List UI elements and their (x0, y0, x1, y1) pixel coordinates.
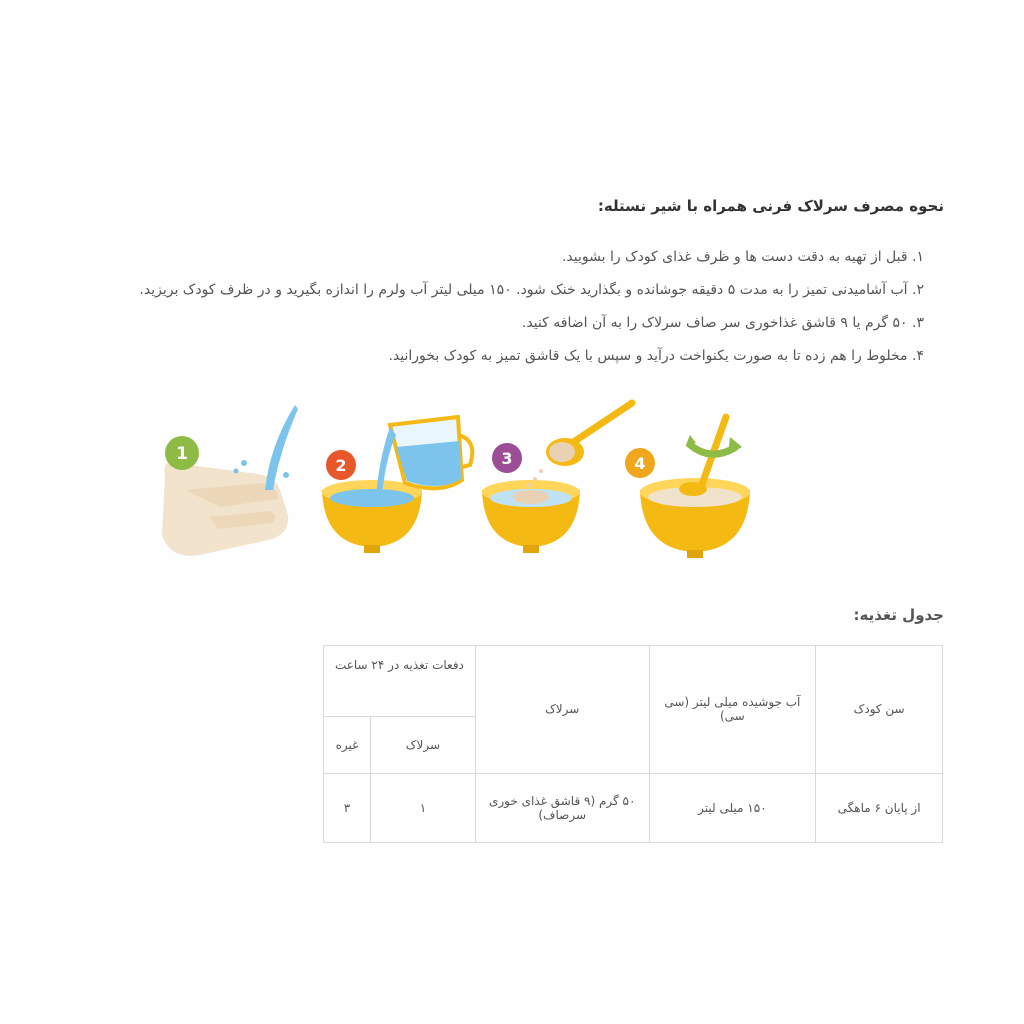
step-3: ۳. ۵۰ گرم یا ۹ قاشق غذاخوری سر صاف سرلاک را به آن اضافه کنید. (521, 315, 924, 331)
header-age: سن کودک (816, 646, 943, 774)
bowl-base (687, 550, 703, 558)
cell-feedings-cerelac: ۱ (371, 773, 476, 842)
cereal-particle (527, 483, 531, 487)
header-feedings: دفعات تغذیه در ۲۴ ساعت (324, 646, 476, 717)
step-1: ۱. قبل از تهیه به دقت دست ها و ظرف غذای کودک را بشویید. (561, 249, 924, 265)
bowl-base (364, 545, 380, 553)
table-header-row (324, 646, 943, 717)
header-feedings-cerelac: سرلاک (371, 717, 476, 773)
step-badge-2-label: 2 (335, 456, 347, 475)
instruction-steps (139, 242, 924, 374)
spoon-handle (572, 403, 632, 443)
water-drop (234, 469, 239, 474)
cereal-particle (539, 469, 543, 473)
feeding-table-title: جدول تغذیه: (853, 606, 944, 624)
instructions-heading: نحوه مصرف سرلاک فرنی همراه با شیر نستله: (597, 197, 944, 215)
step-4: ۴. مخلوط را هم زده تا به صورت یکنواخت درآید و سپس با یک قاشق تمیز به کودک بخورانید. (388, 348, 924, 364)
step-badge-3-label: 3 (501, 449, 513, 468)
step-badge-4-label: 4 (634, 454, 646, 473)
stir-arrow-tail (686, 435, 696, 445)
cell-cerelac: ۵۰ گرم (۹ قاشق غذای خوری سرصاف) (475, 773, 649, 842)
cereal-particle (533, 477, 537, 481)
cell-age: از پایان ۶ ماهگی (816, 773, 943, 842)
cell-water: ۱۵۰ میلی لیتر (649, 773, 816, 842)
cell-feedings-other: ۳ (324, 773, 371, 842)
step-2: ۲. آب آشامیدنی تمیز را به مدت ۵ دقیقه جوشانده و بگذارید خنک شود. ۱۵۰ میلی لیتر آب ولرم را اندازه بگیرید و در ظرف کودک بریزید. (139, 282, 924, 298)
step-4-stir-illustration (625, 417, 750, 558)
step-3-add-cereal-illustration (482, 403, 632, 553)
header-water: آب جوشیده میلی لیتر (سی سی) (649, 646, 816, 774)
spoon-cereal (549, 442, 575, 462)
feeding-table (323, 645, 943, 843)
step-1-handwash-illustration (162, 405, 298, 556)
water-stream-shape (265, 405, 298, 490)
preparation-illustration (140, 395, 780, 575)
water-drop (283, 472, 289, 478)
stirring-spoon-head (679, 482, 707, 496)
table-row (324, 773, 943, 842)
step-2-pour-illustration (322, 417, 472, 553)
bowl-base (523, 545, 539, 553)
header-feedings-other: غیره (324, 717, 371, 773)
step-badge-1-label: 1 (176, 444, 188, 464)
water-drop (241, 460, 247, 466)
cereal-heap (513, 490, 549, 504)
bowl-water (330, 489, 414, 507)
stir-arrow-head (728, 437, 742, 455)
header-cerelac: سرلاک (475, 646, 649, 774)
